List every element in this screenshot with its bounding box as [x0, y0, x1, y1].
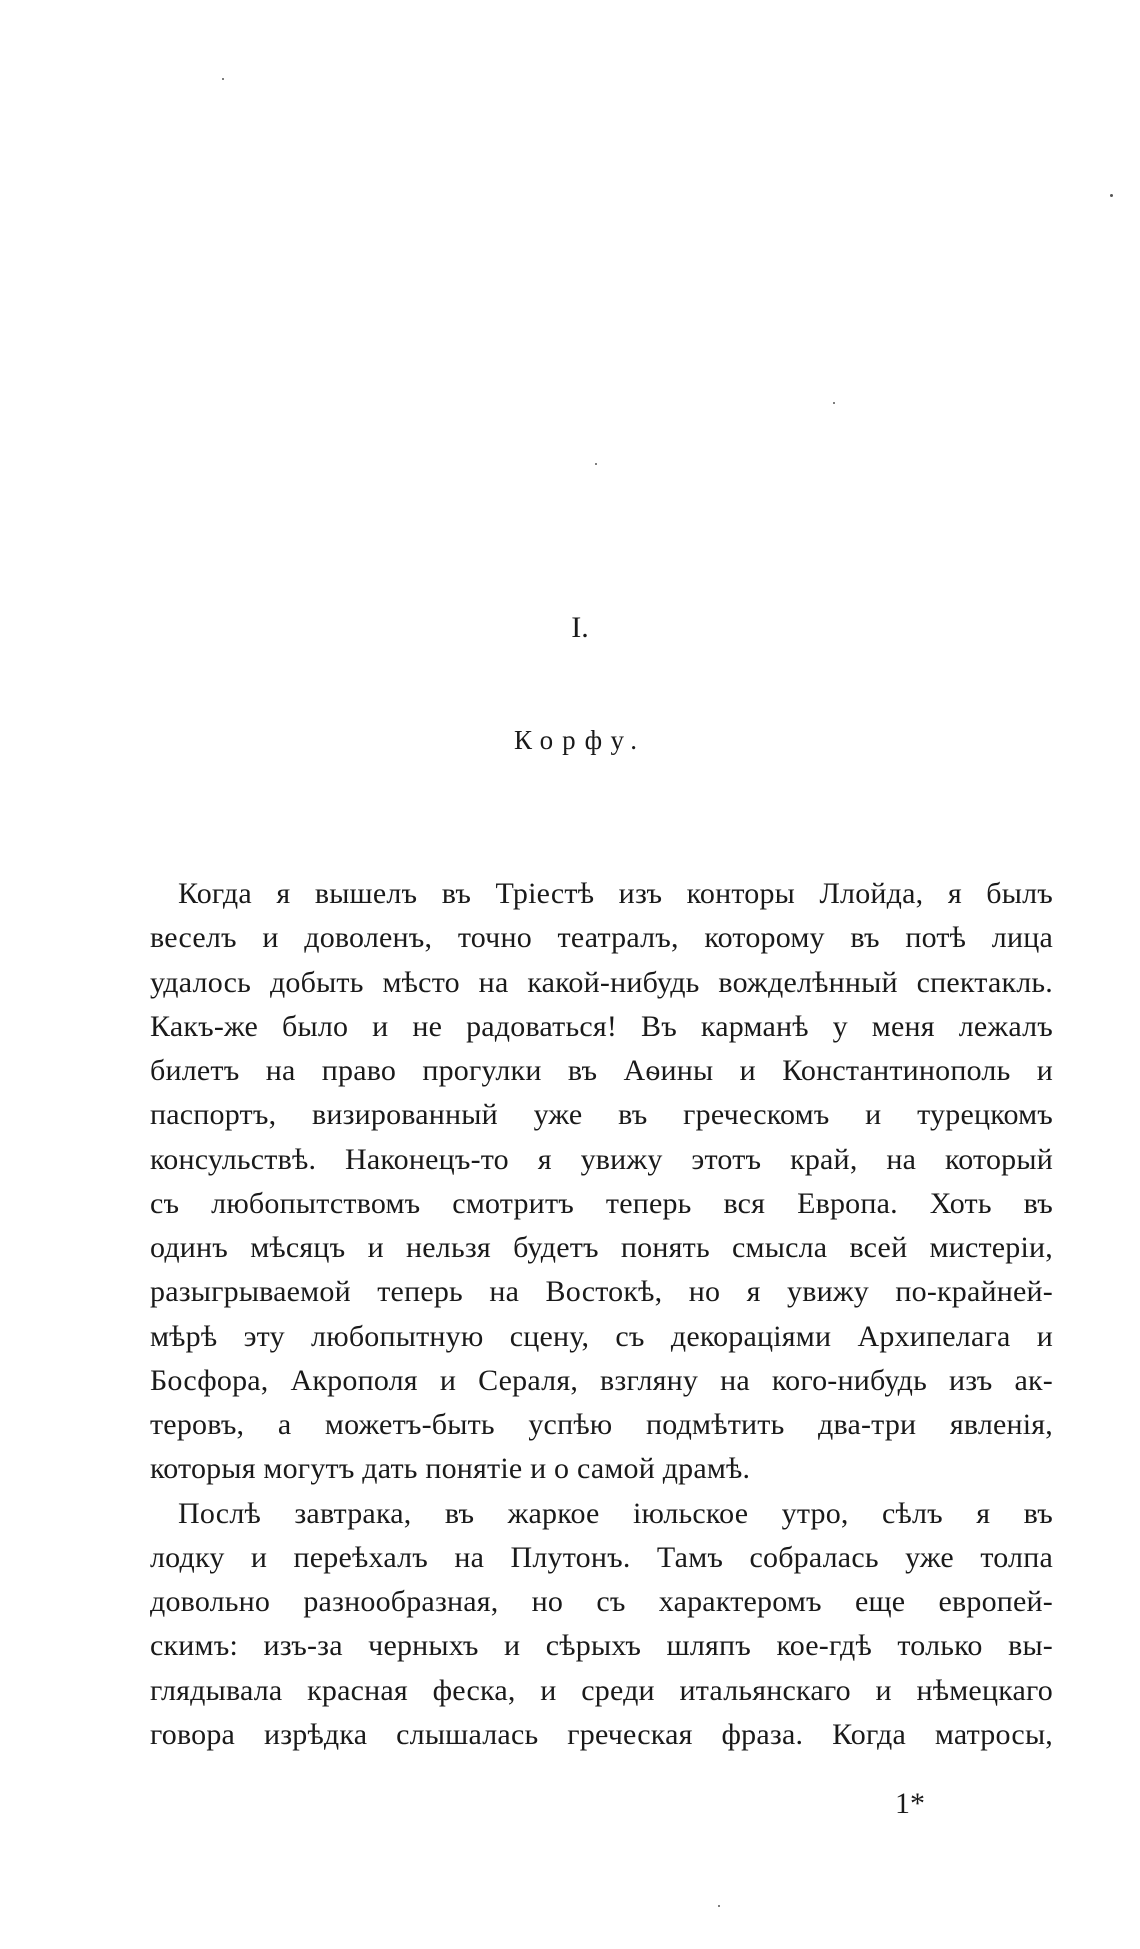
page-signature: 1*	[895, 1787, 925, 1820]
text-line: одинъ мѣсяцъ и нельзя будетъ понять смысла всей мистеріи,	[150, 1231, 1053, 1264]
text-line: разыгрываемой теперь на Востокѣ, но я увижу по-крайней-	[150, 1275, 1053, 1309]
scan-speck	[222, 78, 224, 80]
text-line: довольно разнообразная, но съ характеромъ еще европей-	[150, 1585, 1053, 1618]
text-line: теровъ, а можетъ-быть успѣю подмѣтить два-три явленія,	[150, 1408, 1053, 1441]
text-line: Послѣ завтрака, въ жаркое іюльское утро, сѣлъ я въ	[178, 1496, 1053, 1530]
text-line: говора изрѣдка слышалась греческая фраза. Когда матросы,	[150, 1717, 1053, 1751]
text-line: глядывала красная феска, и среди итальянскаго и нѣмецкаго	[150, 1673, 1053, 1707]
text-line: Какъ-же было и не радоваться! Въ карманѣ у меня лежалъ	[150, 1009, 1053, 1043]
chapter-number: I.	[571, 611, 589, 644]
scan-speck	[833, 402, 835, 404]
text-line: Когда я вышелъ въ Тріестѣ изъ конторы Ллойда, я былъ	[178, 877, 1053, 910]
body-text	[150, 872, 1053, 1757]
paragraph-2	[150, 1492, 1053, 1758]
text-line: мѣрѣ эту любопытную сцену, съ декораціями Архипелага и	[150, 1319, 1053, 1353]
text-line: которыя могутъ дать понятіе и о самой драмѣ.	[150, 1452, 751, 1486]
text-line: паспортъ, визированный уже въ греческомъ и турецкомъ	[150, 1098, 1053, 1132]
text-line: лодку и переѣхалъ на Плутонъ. Тамъ собралась уже толпа	[150, 1540, 1053, 1574]
scan-speck	[595, 463, 597, 465]
text-line: Босфора, Акрополя и Сераля, взгляну на кого-нибудь изъ ак-	[150, 1363, 1053, 1397]
text-line: съ любопытствомъ смотритъ теперь вся Европа. Хоть въ	[150, 1186, 1053, 1220]
text-line: консульствѣ. Наконецъ-то я увижу этотъ край, на который	[150, 1142, 1053, 1176]
text-line: веселъ и доволенъ, точно театралъ, которому въ потѣ лица	[150, 921, 1053, 955]
paragraph-1	[150, 872, 1053, 1492]
text-line: удалось добыть мѣсто на какой-нибудь вожделѣнный спектакль.	[150, 965, 1053, 999]
scan-speck	[718, 1905, 720, 1907]
text-line: скимъ: изъ-за черныхъ и сѣрыхъ шляпъ кое-гдѣ только вы-	[150, 1629, 1053, 1663]
chapter-title: Корфу.	[513, 725, 647, 755]
text-line: билетъ на право прогулки въ Аѳины и Константинополь и	[150, 1054, 1053, 1087]
scan-speck	[1110, 194, 1113, 197]
